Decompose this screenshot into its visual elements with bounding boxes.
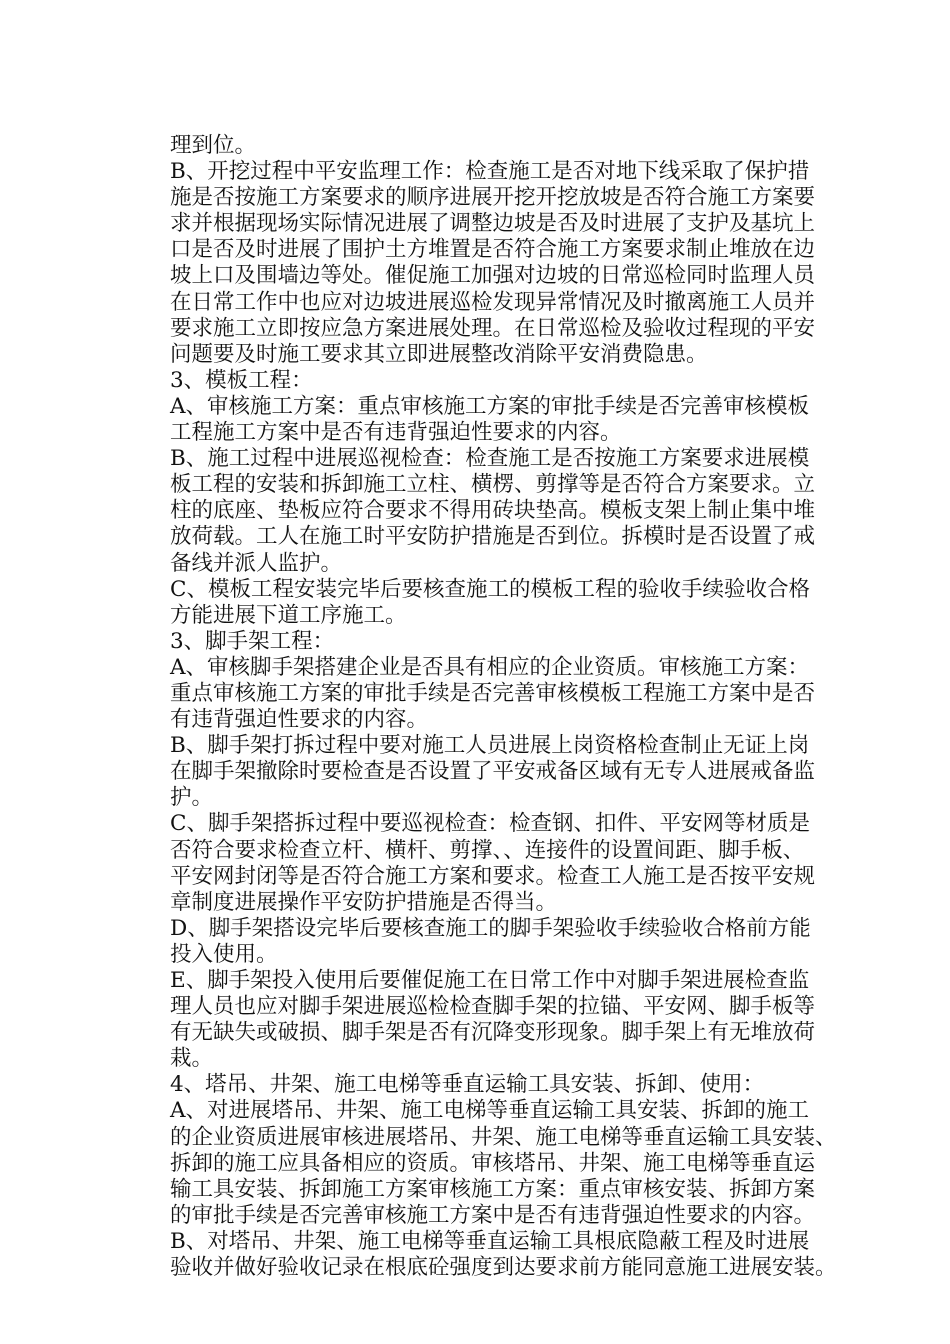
document-page bbox=[170, 133, 860, 1281]
heading-scaffolding: 3、脚手架工程： bbox=[170, 628, 335, 654]
paragraph-scaffolding-a: A、审核脚手架搭建企业是否具有相应的企业资质。审核施工方案： 重点审核施工方案的审批手续是否完善审核模板工程施工方案中是否 有违背强迫性要求的内容。 bbox=[170, 654, 816, 733]
paragraph-scaffolding-b: B、脚手架打拆过程中要对施工人员进展上岗资格检查制止无证上岗 在脚手架撤除时要检查是否设置了平安戒备区域有无专人进展戒备监 护。 bbox=[170, 733, 816, 811]
paragraph-scaffolding-d: D、脚手架搭设完毕后要核查施工的脚手架验收手续验收合格前方能 投入使用。 bbox=[170, 915, 811, 967]
paragraph-formwork-a: A、审核施工方案：重点审核施工方案的审批手续是否完善审核模板 工程施工方案中是否有违背强迫性要求的内容。 bbox=[170, 393, 810, 446]
paragraph-vertical-transport-a: A、对进展塔吊、井架、施工电梯等垂直运输工具安装、拆卸的施工 的企业资质进展审核进展塔吊、井架、施工电梯等垂直运输工具安装、 拆卸的施工应具备相应的资质。审核塔吊、井架、施工电梯等垂直运 输工具安装、拆卸施工方案审核施工方案：重点审核安装、拆卸方案 的审批手续是否完善审核施工方案中是否有违背强迫性要求的内容。 bbox=[170, 1098, 837, 1228]
paragraph-formwork-b: B、施工过程中进展巡视检查：检查施工是否按施工方案要求进展模 板工程的安装和拆卸施工立柱、横楞、剪撑等是否符合方案要求。立 柱的底座、垫板应符合要求不得用砖块垫高。模板支架上制止集中堆 放荷载。工人在施工时平安防护措施是否到位。拆模时是否设置了戒 备线并派人监护。 bbox=[170, 446, 816, 576]
paragraph-scaffolding-e: E、脚手架投入使用后要催促施工在日常工作中对脚手架进展检查监 理人员也应对脚手架进展巡检检查脚手架的拉锚、平安网、脚手板等 有无缺失或破损、脚手架是否有沉降变形现象。脚手架上有无堆放荷 栽。 bbox=[170, 968, 816, 1072]
paragraph-vertical-transport-b: B、对塔吊、井架、施工电梯等垂直运输工具根底隐蔽工程及时进展 验收并做好验收记录在根底砼强度到达要求前方能同意施工进展安装。 bbox=[170, 1228, 837, 1281]
paragraph-formwork-c: C、模板工程安装完毕后要核查施工的模板工程的验收手续验收合格 方能进展下道工序施工。 bbox=[170, 576, 810, 628]
heading-vertical-transport: 4、塔吊、井架、施工电梯等垂直运输工具安装、拆卸、使用： bbox=[170, 1072, 765, 1098]
heading-formwork: 3、模板工程： bbox=[170, 367, 313, 393]
paragraph-continuation: 理到位。 bbox=[170, 133, 257, 158]
paragraph-excavation-safety: B、开挖过程中平安监理工作：检查施工是否对地下线采取了保护措 施是否按施工方案要求的顺序进展开挖开挖放坡是否符合施工方案要 求并根据现场实际情况进展了调整边坡是否及时进展了支护及基坑上 口是否及时进展了围护土方堆置是否符合施工方案要求制止堆放在边 坡上口及围墙边等处。催促施工加强对边坡的日常巡检同时监理人员 在日常工作中也应对边坡进展巡检发现异常情况及时撤离施工人员并 要求施工立即按应急方案进展处理。在日常巡检及验收过程现的平安 问题要及时施工要求其立即进展整改消除平安消费隐患。 bbox=[170, 159, 816, 367]
paragraph-scaffolding-c: C、脚手架搭拆过程中要巡视检查：检查钢、扣件、平安网等材质是 否符合要求检查立杆、横杆、剪撑、、连接件的设置间距、脚手板、 平安网封闭等是否符合施工方案和要求。检查工人施工是否按平安规 章制度进展操作平安防护措施是否得当。 bbox=[170, 811, 816, 915]
